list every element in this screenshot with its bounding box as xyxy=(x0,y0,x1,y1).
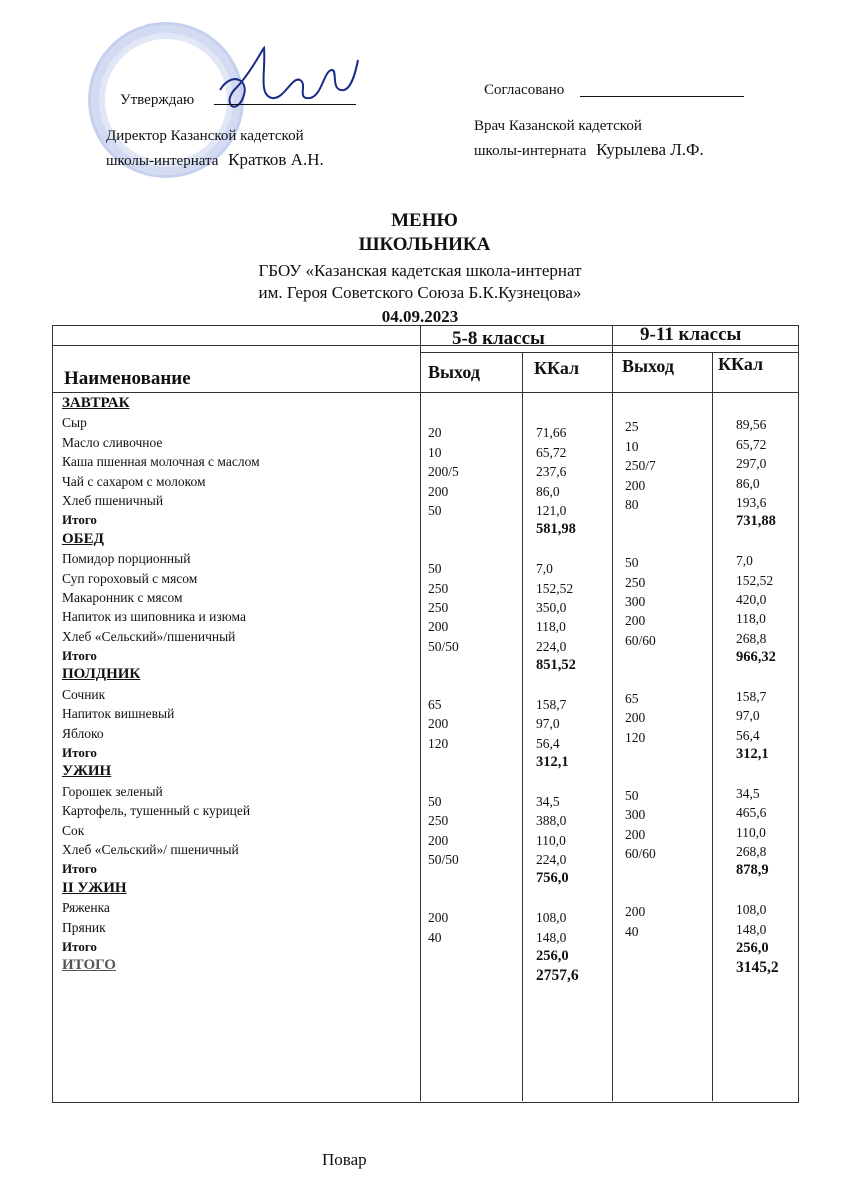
grand-total-output-5-8 xyxy=(428,966,518,985)
grand-total-output-9-11 xyxy=(625,960,709,979)
director-line2-prefix: школы-интерната xyxy=(106,153,219,169)
item-name: Суп гороховый с мясом xyxy=(62,570,198,586)
kcal-9-11: 152,52 xyxy=(736,572,774,588)
table-col-divider-4 xyxy=(712,352,713,1101)
item-name: Сочник xyxy=(62,686,106,702)
doctor-sign-line xyxy=(580,96,744,97)
subtotal-output-9-11 xyxy=(625,863,709,882)
section-output-5-8 xyxy=(428,675,518,694)
output-5-8: 50/50 xyxy=(428,638,459,654)
output-5-8: 200 xyxy=(428,910,449,926)
subtotal-output-5-8 xyxy=(428,869,518,888)
kcal-5-8: 237,6 xyxy=(536,464,567,480)
output-5-8: 200 xyxy=(428,832,449,848)
group-5-8-header: 5-8 классы xyxy=(452,328,545,349)
kcal-5-8: 86,0 xyxy=(536,483,560,499)
subtotal-kcal-5-8: 581,98 xyxy=(536,521,576,538)
item-name: Картофель, тушенный с курицей xyxy=(62,803,251,819)
subtotal-output-5-8 xyxy=(428,656,518,675)
output-9-11: 80 xyxy=(625,496,639,512)
kcal-9-11: 34,5 xyxy=(736,785,760,801)
menu-title: МЕНЮ xyxy=(391,210,458,231)
doctor-line1: Врач Казанской кадетской xyxy=(474,118,642,134)
output-9-11: 300 xyxy=(625,807,646,823)
item-name: Каша пшенная молочная с маслом xyxy=(62,454,260,470)
output-5-8: 250 xyxy=(428,580,449,596)
subtotal-kcal-9-11: 731,88 xyxy=(736,513,776,530)
kcal-9-11: 108,0 xyxy=(736,902,767,918)
section-output-9-11 xyxy=(625,883,709,902)
output-5-8-column xyxy=(428,404,518,986)
director-line1: Директор Казанской кадетской xyxy=(106,128,304,144)
kcal-9-11: 193,6 xyxy=(736,494,767,510)
section-kcal-5-8 xyxy=(536,675,610,694)
table-divider-header xyxy=(52,392,798,393)
subtotal-kcal-5-8: 312,1 xyxy=(536,754,569,771)
item-name: Сок xyxy=(62,822,85,838)
menu-subtitle: ШКОЛЬНИКА xyxy=(358,234,491,255)
output-5-8: 250 xyxy=(428,599,449,615)
doctor-line2 xyxy=(474,140,704,160)
output-5-8: 120 xyxy=(428,735,449,751)
agree-label: Согласовано xyxy=(484,82,565,98)
org-line2: им. Героя Советского Союза Б.К.Кузнецова» xyxy=(258,283,582,302)
kcal-5-8-column xyxy=(536,404,610,986)
kcal-5-8: 108,0 xyxy=(536,910,567,926)
item-name: Горошек зеленый xyxy=(62,783,163,799)
section-output-5-8 xyxy=(428,540,518,559)
kcal-9-11-column xyxy=(736,396,796,978)
output-9-11: 50 xyxy=(625,787,639,803)
output-5-8: 50 xyxy=(428,793,442,809)
grand-total-kcal-9-11: 3145,2 xyxy=(736,959,779,977)
menu-date: 04.09.2023 xyxy=(381,307,459,326)
director-signature xyxy=(212,40,362,120)
section-output-9-11 xyxy=(625,766,709,785)
section-kcal-9-11 xyxy=(736,881,796,900)
output-5-8: 50/50 xyxy=(428,851,459,867)
output-9-11: 40 xyxy=(625,923,639,939)
grand-total-kcal-5-8: 2757,6 xyxy=(536,967,579,985)
section-kcal-5-8 xyxy=(536,540,610,559)
kcal-5-8: 350,0 xyxy=(536,599,567,615)
item-name: Макаронник с мясом xyxy=(62,589,183,605)
item-name: Хлеб «Сельский»/ пшеничный xyxy=(62,841,239,857)
section-item-name: ОБЕД xyxy=(62,530,104,547)
kcal-9-11: 465,6 xyxy=(736,805,767,821)
output-5-8: 200 xyxy=(428,619,449,635)
item-name: Хлеб пшеничный xyxy=(62,492,164,508)
grand-total-item-name: ИТОГО xyxy=(62,957,116,974)
doctor-line2-prefix: школы-интерната xyxy=(474,143,587,159)
table-col-divider-2 xyxy=(522,352,523,1101)
kcal-9-11: 86,0 xyxy=(736,475,760,491)
subtotal-kcal-5-8: 256,0 xyxy=(536,947,569,964)
output-9-11: 50 xyxy=(625,555,639,571)
output-9-11: 250 xyxy=(625,574,646,590)
item-name: Помидор порционный xyxy=(62,551,191,567)
section-item-name: II УЖИН xyxy=(62,879,127,896)
col-header-output-9-11: Выход xyxy=(622,356,674,376)
kcal-9-11: 268,8 xyxy=(736,843,767,859)
subtotal-output-9-11 xyxy=(625,650,709,669)
kcal-9-11: 297,0 xyxy=(736,456,767,472)
output-9-11: 200 xyxy=(625,477,646,493)
subtotal-kcal-9-11: 312,1 xyxy=(736,746,769,763)
col-header-kcal-5-8: ККал xyxy=(534,358,580,378)
subtotal-item-name: Итого xyxy=(62,861,97,877)
output-5-8: 200 xyxy=(428,716,449,732)
output-9-11: 25 xyxy=(625,419,639,435)
director-line2 xyxy=(106,150,324,170)
kcal-9-11: 97,0 xyxy=(736,708,760,724)
section-kcal-5-8 xyxy=(536,404,610,423)
section-output-5-8 xyxy=(428,772,518,791)
table-col-divider-1 xyxy=(420,325,421,1101)
output-9-11-column xyxy=(625,398,709,980)
subtotal-item-name: Итого xyxy=(62,648,97,664)
kcal-5-8: 224,0 xyxy=(536,851,567,867)
item-name: Пряник xyxy=(62,919,106,935)
kcal-5-8: 152,52 xyxy=(536,580,574,596)
kcal-9-11: 65,72 xyxy=(736,436,767,452)
item-name: Чай с сахаром с молоком xyxy=(62,473,206,489)
kcal-9-11: 158,7 xyxy=(736,688,767,704)
kcal-5-8: 158,7 xyxy=(536,696,567,712)
table-col-divider-3 xyxy=(612,325,613,1101)
col-header-output-5-8: Выход xyxy=(428,362,480,382)
org-line1: ГБОУ «Казанская кадетская школа-интернат xyxy=(258,261,582,280)
output-9-11: 200 xyxy=(625,710,646,726)
kcal-5-8: 388,0 xyxy=(536,813,567,829)
item-name: Масло сливочное xyxy=(62,434,163,450)
section-kcal-9-11 xyxy=(736,764,796,783)
item-name: Напиток вишневый xyxy=(62,706,175,722)
output-9-11: 200 xyxy=(625,613,646,629)
output-9-11: 60/60 xyxy=(625,632,656,648)
item-name: Яблоко xyxy=(62,725,104,741)
section-kcal-9-11 xyxy=(736,396,796,415)
kcal-9-11: 148,0 xyxy=(736,921,767,937)
section-output-9-11 xyxy=(625,669,709,688)
output-9-11: 120 xyxy=(625,729,646,745)
section-item-name: ПОЛДНИК xyxy=(62,666,141,683)
output-5-8: 200/5 xyxy=(428,464,459,480)
subtotal-output-5-8 xyxy=(428,947,518,966)
section-output-9-11 xyxy=(625,534,709,553)
subtotal-output-9-11 xyxy=(625,941,709,960)
section-kcal-9-11 xyxy=(736,667,796,686)
subtotal-output-5-8 xyxy=(428,753,518,772)
section-output-9-11 xyxy=(625,398,709,417)
kcal-5-8: 118,0 xyxy=(536,619,566,635)
item-name: Сыр xyxy=(62,415,87,431)
director-sign-line xyxy=(214,104,356,105)
kcal-9-11: 7,0 xyxy=(736,553,753,569)
kcal-9-11: 420,0 xyxy=(736,591,767,607)
output-5-8: 65 xyxy=(428,696,442,712)
doctor-name: Курылева Л.Ф. xyxy=(596,140,704,159)
subtotal-item-name: Итого xyxy=(62,745,97,761)
kcal-5-8: 7,0 xyxy=(536,561,553,577)
cook-label: Повар xyxy=(322,1150,367,1169)
group-9-11-header: 9-11 классы xyxy=(640,324,742,345)
subtotal-item-name: Итого xyxy=(62,938,97,954)
output-5-8: 250 xyxy=(428,813,449,829)
output-9-11: 10 xyxy=(625,438,639,454)
kcal-5-8: 56,4 xyxy=(536,735,560,751)
section-kcal-9-11 xyxy=(736,532,796,551)
item-name: Хлеб «Сельский»/пшеничный xyxy=(62,628,236,644)
output-9-11: 60/60 xyxy=(625,845,656,861)
kcal-5-8: 121,0 xyxy=(536,502,567,518)
subtotal-kcal-9-11: 878,9 xyxy=(736,862,769,879)
subtotal-output-5-8 xyxy=(428,520,518,539)
kcal-9-11: 89,56 xyxy=(736,417,767,433)
director-name: Кратков А.Н. xyxy=(228,150,324,169)
table-divider-group xyxy=(420,352,798,353)
kcal-9-11: 110,0 xyxy=(736,824,766,840)
output-5-8: 10 xyxy=(428,444,442,460)
output-5-8: 50 xyxy=(428,561,442,577)
output-5-8: 50 xyxy=(428,502,442,518)
approve-label: Утверждаю xyxy=(120,92,195,108)
output-9-11: 200 xyxy=(625,826,646,842)
item-name: Ряженка xyxy=(62,900,110,916)
subtotal-output-9-11 xyxy=(625,514,709,533)
output-5-8: 20 xyxy=(428,425,442,441)
kcal-9-11: 118,0 xyxy=(736,611,766,627)
col-header-name: Наименование xyxy=(64,368,191,389)
subtotal-kcal-9-11: 256,0 xyxy=(736,939,769,956)
section-output-5-8 xyxy=(428,404,518,423)
kcal-5-8: 110,0 xyxy=(536,832,566,848)
subtotal-output-9-11 xyxy=(625,747,709,766)
subtotal-kcal-9-11: 966,32 xyxy=(736,649,776,666)
names-column xyxy=(62,394,418,976)
output-5-8: 40 xyxy=(428,929,442,945)
kcal-5-8: 65,72 xyxy=(536,444,567,460)
kcal-5-8: 224,0 xyxy=(536,638,567,654)
kcal-5-8: 148,0 xyxy=(536,929,567,945)
output-9-11: 250/7 xyxy=(625,458,656,474)
subtotal-kcal-5-8: 756,0 xyxy=(536,870,569,887)
section-item-name: УЖИН xyxy=(62,763,112,780)
col-header-kcal-9-11: ККал xyxy=(718,354,764,374)
output-9-11: 200 xyxy=(625,904,646,920)
kcal-9-11: 56,4 xyxy=(736,727,760,743)
section-kcal-5-8 xyxy=(536,772,610,791)
output-9-11: 65 xyxy=(625,690,639,706)
kcal-5-8: 97,0 xyxy=(536,716,560,732)
section-output-5-8 xyxy=(428,889,518,908)
section-item-name: ЗАВТРАК xyxy=(62,395,130,411)
subtotal-item-name: Итого xyxy=(62,512,97,528)
kcal-9-11: 268,8 xyxy=(736,630,767,646)
kcal-5-8: 71,66 xyxy=(536,425,567,441)
item-name: Напиток из шиповника и изюма xyxy=(62,609,246,625)
output-9-11: 300 xyxy=(625,593,646,609)
kcal-5-8: 34,5 xyxy=(536,793,560,809)
section-kcal-5-8 xyxy=(536,889,610,908)
subtotal-kcal-5-8: 851,52 xyxy=(536,657,576,674)
output-5-8: 200 xyxy=(428,483,449,499)
